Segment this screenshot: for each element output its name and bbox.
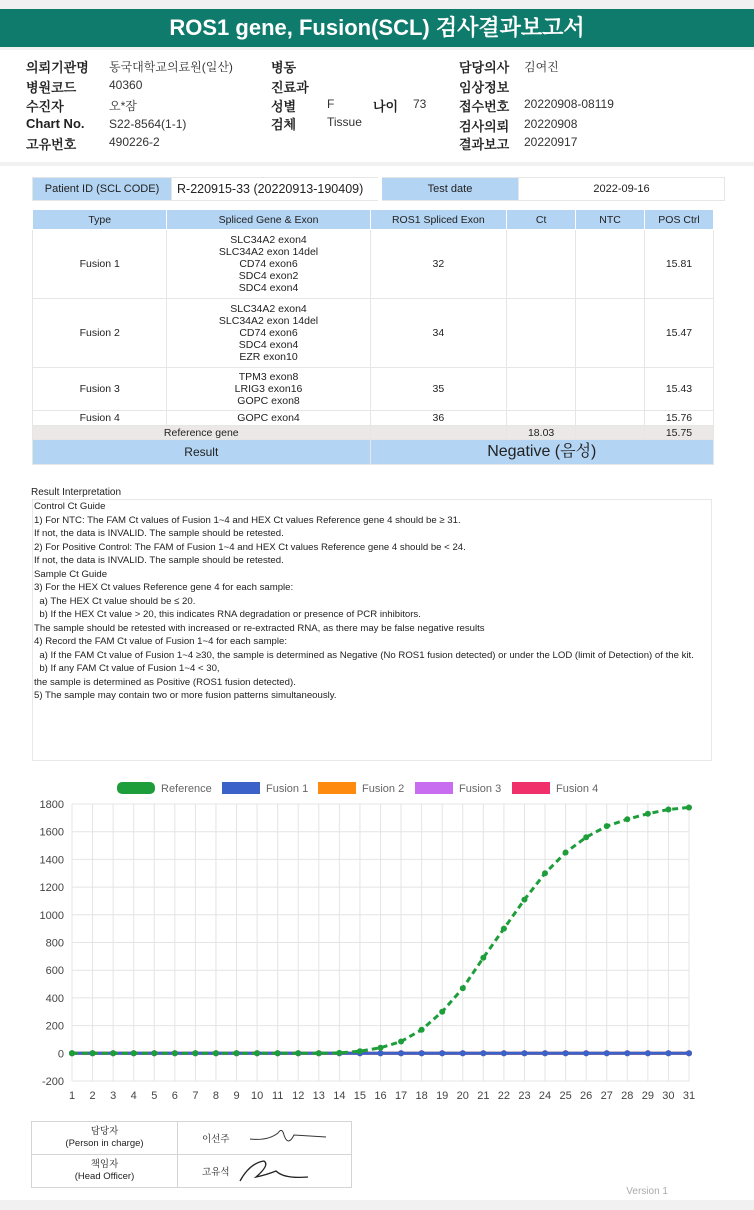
x-tick-label: 29 [641, 1090, 654, 1102]
report-title: ROS1 gene, Fusion(SCL) 검사결과보고서 [0, 9, 754, 47]
y-tick-label: 200 [45, 1020, 64, 1033]
reference-point [665, 807, 671, 813]
fusion-point [378, 1050, 384, 1056]
interp-line: 5) The sample may contain two or more fusion patterns simultaneously. [34, 690, 337, 701]
x-tick-label: 23 [518, 1090, 531, 1102]
person-in-charge-label [32, 1122, 178, 1155]
header-value: F [327, 97, 335, 111]
x-tick-label: 30 [662, 1090, 675, 1102]
fusion-point [419, 1050, 425, 1056]
y-tick-label: -200 [41, 1076, 64, 1088]
person-label-en: (Person in charge) [65, 1138, 144, 1149]
result-label: Result [33, 440, 371, 465]
reference-point [439, 1009, 445, 1015]
patient-id-table [32, 177, 725, 201]
gene-item: EZR exon10 [239, 351, 298, 363]
pos-ctrl-value: 15.47 [644, 299, 713, 368]
y-tick-label: 1600 [39, 826, 64, 839]
ntc-value [576, 368, 645, 411]
x-tick-label: 27 [600, 1090, 613, 1102]
ros1-exon: 32 [370, 230, 507, 299]
reference-exon [370, 426, 507, 440]
interp-line: 3) For the HEX Ct values Reference gene 4 for each sample: [34, 582, 294, 593]
x-tick-label: 21 [477, 1090, 490, 1102]
gene-item: CD74 exon6 [239, 258, 298, 270]
head-name: 고유석 [202, 1167, 230, 1178]
pos-ctrl-value: 15.81 [644, 230, 713, 299]
header-value: 73 [413, 97, 427, 111]
amplification-chart [0, 771, 754, 1111]
y-tick-label: 1200 [39, 882, 64, 895]
reference-gene-row [33, 426, 714, 440]
legend-swatch [318, 782, 356, 794]
ct-value [507, 230, 576, 299]
interp-line: a) If the FAM Ct value of Fusion 1~4 ≥30, the sample is determined as Negative (No ROS1 fusion detected) or under the LOD (limit of Detection) of the kit. [34, 649, 694, 661]
reference-point [213, 1050, 219, 1056]
header-value: S22-8564(1-1) [109, 117, 187, 131]
x-tick-label: 1 [68, 1090, 76, 1102]
result-row [33, 440, 714, 465]
fusion-point [583, 1050, 589, 1056]
header-label: 검사의뢰 [459, 119, 510, 134]
fusion-point [501, 1050, 507, 1056]
interp-line: If not, the data is INVALID. The sample should be retested. [34, 555, 284, 566]
legend-label: Fusion 2 [362, 783, 405, 795]
spliced-genes [167, 368, 370, 411]
spliced-genes [167, 411, 370, 426]
column-header: ROS1 Spliced Exon [370, 210, 507, 230]
reference-point [480, 955, 486, 961]
head-officer-sign [178, 1155, 352, 1188]
fusion-point [480, 1050, 486, 1056]
y-tick-label: 1400 [39, 854, 64, 867]
gene-item: SDC4 exon4 [238, 339, 299, 351]
legend-swatch [222, 782, 260, 794]
legend-swatch-reference [117, 782, 155, 794]
fusion-point [665, 1050, 671, 1056]
head-label-en: (Head Officer) [74, 1171, 135, 1182]
reference-point [604, 823, 610, 829]
reference-point [460, 985, 466, 991]
fusion-point [604, 1050, 610, 1056]
signature-scribble [236, 1157, 316, 1187]
reference-point [645, 811, 651, 817]
fusion-point [624, 1050, 630, 1056]
table-row [33, 411, 714, 426]
interp-line: Sample Ct Guide [34, 568, 108, 580]
header-label: 진료과 [271, 80, 309, 95]
ct-value [507, 368, 576, 411]
result-value: Negative (음성) [370, 440, 713, 465]
column-header: Ct [507, 210, 576, 230]
fusion-point [460, 1050, 466, 1056]
y-tick-label: 0 [57, 1048, 64, 1061]
header-value: Tissue [327, 115, 362, 129]
fusion-point [645, 1050, 651, 1056]
x-tick-label: 3 [110, 1090, 117, 1102]
patient-id-label: Patient ID (SCL CODE) [33, 178, 172, 201]
x-tick-label: 6 [171, 1090, 178, 1102]
fusion-point [563, 1050, 569, 1056]
header-value: 40360 [109, 78, 143, 92]
x-tick-label: 15 [353, 1090, 367, 1102]
reference-point [563, 849, 569, 855]
legend-swatch [415, 782, 453, 794]
patient-header [0, 50, 754, 162]
gene-item: SDC4 exon4 [238, 282, 299, 294]
x-tick-label: 24 [538, 1090, 552, 1102]
reference-point [316, 1050, 322, 1056]
ntc-value [576, 230, 645, 299]
test-date-label: Test date [380, 178, 519, 201]
x-tick-label: 13 [312, 1090, 325, 1102]
reference-point [542, 870, 548, 876]
reference-point [624, 816, 630, 822]
y-tick-label: 400 [45, 992, 64, 1005]
ros1-exon: 35 [370, 368, 507, 411]
x-tick-label: 10 [250, 1090, 264, 1102]
header-label: 의뢰기관명 [26, 60, 89, 75]
interp-line: If not, the data is INVALID. The sample should be retested. [34, 528, 284, 539]
y-tick-label: 800 [45, 937, 64, 950]
reference-point [234, 1050, 240, 1056]
head-officer-label [32, 1155, 178, 1188]
reference-gene-label: Reference gene [33, 426, 371, 440]
pos-ctrl-value: 15.76 [644, 411, 713, 426]
header-label: 검체 [271, 117, 297, 132]
interp-line: 4) Record the FAM Ct value of Fusion 1~4 for each sample: [34, 636, 288, 647]
header-value: 오*잠 [109, 99, 137, 113]
header-value: 20220908-08119 [524, 97, 614, 111]
fusion-point [521, 1050, 527, 1056]
x-tick-label: 17 [394, 1090, 408, 1102]
version-label: Version 1 [626, 1186, 668, 1197]
x-tick-label: 14 [333, 1090, 346, 1102]
x-tick-label: 22 [497, 1090, 511, 1102]
header-label: 임상정보 [459, 80, 510, 95]
reference-point [192, 1050, 198, 1056]
gene-item: CD74 exon6 [239, 327, 298, 339]
reference-point [172, 1050, 178, 1056]
header-label: 고유번호 [26, 137, 77, 152]
y-tick-label: 1800 [39, 799, 64, 811]
reference-point [131, 1050, 137, 1056]
reference-pos: 15.75 [644, 426, 713, 440]
reference-point [151, 1050, 157, 1056]
patient-id-value: R-220915-33 (20220913-190409) [172, 178, 381, 201]
interp-line: The sample should be retested with increased or re-extracted RNA, as there may be false negative results [34, 622, 485, 634]
header-label: 나이 [373, 99, 399, 114]
interpretation-title: Result Interpretation [31, 487, 122, 498]
ntc-value [576, 411, 645, 426]
spliced-genes [167, 230, 370, 299]
column-header: Type [33, 210, 167, 230]
column-header: Spliced Gene & Exon [167, 210, 370, 230]
x-tick-label: 28 [621, 1090, 634, 1102]
signature-scribble [248, 1125, 328, 1149]
fusion-type: Fusion 3 [33, 368, 167, 411]
legend-swatch [512, 782, 550, 794]
fusion-point [542, 1050, 548, 1056]
reference-point [419, 1027, 425, 1033]
x-tick-label: 31 [682, 1090, 696, 1102]
interp-line: Control Ct Guide [34, 501, 106, 512]
y-tick-label: 600 [45, 965, 64, 978]
reference-point [69, 1050, 75, 1056]
legend-label: Fusion 4 [556, 783, 599, 795]
x-tick-label: 16 [374, 1090, 387, 1102]
x-tick-label: 25 [559, 1090, 572, 1102]
reference-point [501, 926, 507, 932]
reference-point [275, 1050, 281, 1056]
header-value: 20220917 [524, 135, 578, 149]
ros1-exon: 34 [370, 299, 507, 368]
header-value: 20220908 [524, 117, 578, 131]
x-tick-label: 7 [192, 1090, 199, 1102]
pos-ctrl-value: 15.43 [644, 368, 713, 411]
fusion-point [686, 1050, 692, 1056]
reference-point [336, 1050, 342, 1056]
gene-item: GOPC exon4 [237, 412, 300, 424]
head-label-ko: 책임자 [90, 1159, 119, 1170]
reference-point [378, 1045, 384, 1051]
ntc-value [576, 299, 645, 368]
report-page [0, 166, 754, 1200]
column-header: NTC [576, 210, 645, 230]
header-value: 김여진 [524, 60, 559, 74]
gene-item: LRIG3 exon16 [234, 383, 303, 395]
reference-point [583, 834, 589, 840]
header-label: 수진자 [26, 99, 64, 114]
interpretation-box [32, 499, 712, 761]
ros1-exon: 36 [370, 411, 507, 426]
fusion-point [439, 1050, 445, 1056]
header-label: Chart No. [26, 116, 85, 131]
gene-item: SLC34A2 exon4 [230, 234, 307, 246]
fusion-type: Fusion 2 [33, 299, 167, 368]
header-label: 접수번호 [459, 99, 510, 114]
x-tick-label: 9 [233, 1090, 240, 1102]
person-label-ko: 담당자 [90, 1126, 119, 1137]
interp-line: the sample is determined as Positive (ROS1 fusion detected). [34, 676, 296, 688]
reference-point [110, 1050, 116, 1056]
reference-point [295, 1050, 301, 1056]
x-tick-label: 5 [151, 1090, 158, 1102]
x-tick-label: 12 [292, 1090, 305, 1102]
reference-ntc [576, 426, 645, 440]
header-label: 성별 [271, 99, 297, 114]
header-value: 490226-2 [109, 135, 160, 149]
reference-point [357, 1048, 363, 1054]
table-row [33, 299, 714, 368]
ct-value [507, 299, 576, 368]
x-tick-label: 18 [415, 1090, 428, 1102]
reference-point [254, 1050, 260, 1056]
x-tick-label: 2 [89, 1090, 96, 1102]
result-table-header [33, 210, 714, 230]
header-value: 동국대학교의료원(일산) [109, 60, 233, 74]
ct-value [507, 411, 576, 426]
gene-item: TPM3 exon8 [238, 371, 299, 383]
x-tick-label: 19 [436, 1090, 449, 1102]
x-tick-label: 8 [212, 1090, 220, 1102]
gene-item: SLC34A2 exon4 [230, 303, 307, 315]
legend-label: Fusion 1 [266, 783, 309, 795]
signature-table [31, 1121, 352, 1188]
reference-point [90, 1050, 96, 1056]
header-label: 담당의사 [459, 60, 510, 75]
x-tick-label: 11 [271, 1090, 284, 1102]
gene-item: GOPC exon8 [237, 395, 300, 407]
x-tick-label: 4 [130, 1090, 137, 1102]
person-in-charge-sign [178, 1122, 352, 1155]
legend-label: Reference [161, 783, 212, 795]
header-label: 결과보고 [459, 137, 510, 152]
table-row [33, 230, 714, 299]
reference-point [398, 1039, 404, 1045]
result-table [32, 209, 714, 465]
table-row [33, 368, 714, 411]
column-header: POS Ctrl [644, 210, 713, 230]
interp-line: b) If the HEX Ct value > 20, this indicates RNA degradation or presence of PCR inhibitors. [34, 609, 421, 620]
spliced-genes [167, 299, 370, 368]
fusion-type: Fusion 1 [33, 230, 167, 299]
y-tick-label: 1000 [39, 909, 64, 922]
person-name: 이선주 [202, 1134, 230, 1145]
gene-item: SDC4 exon2 [238, 270, 299, 282]
test-date-value: 2022-09-16 [519, 178, 725, 201]
fusion-point [398, 1050, 404, 1056]
interp-line: a) The HEX Ct value should be ≤ 20. [34, 595, 196, 607]
interp-line: 1) For NTC: The FAM Ct values of Fusion 1~4 and HEX Ct values Reference gene 4 should be ≥ 31. [34, 514, 461, 526]
gene-item: SLC34A2 exon 14del [218, 246, 319, 258]
reference-point [521, 897, 527, 903]
header-label: 병동 [271, 60, 297, 75]
legend-label: Fusion 3 [459, 783, 502, 795]
x-tick-label: 26 [580, 1090, 593, 1102]
fusion-type: Fusion 4 [33, 411, 167, 426]
interp-line: b) If any FAM Ct value of Fusion 1~4 < 30, [34, 663, 220, 674]
header-label: 병원코드 [26, 80, 77, 95]
gene-item: SLC34A2 exon 14del [218, 315, 319, 327]
reference-ct: 18.03 [507, 426, 576, 440]
reference-point [686, 804, 692, 810]
x-tick-label: 20 [456, 1090, 469, 1102]
interp-line: 2) For Positive Control: The FAM of Fusion 1~4 and HEX Ct values Reference gene 4 should be < 24. [34, 541, 466, 553]
